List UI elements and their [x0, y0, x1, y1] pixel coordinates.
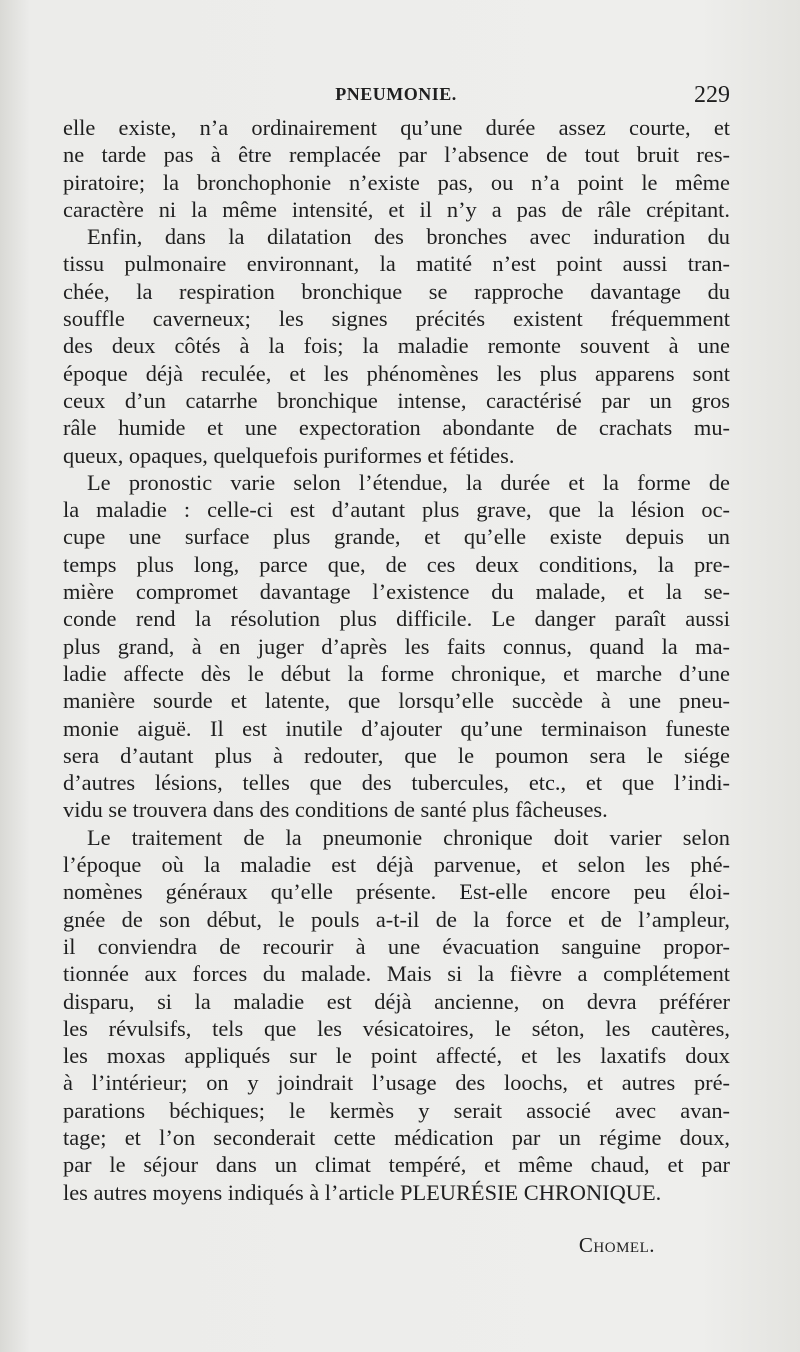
text-line: ladie affecte dès le début la forme chronique, et marche d’une: [63, 660, 730, 686]
text-line: à l’intérieur; on y joindrait l’usage des loochs, et autres pré-: [63, 1070, 730, 1096]
text-line: l’époque où la maladie est déjà parvenue, et selon les phé-: [63, 852, 730, 878]
author-signature: Chomel.: [578, 1233, 655, 1257]
text-line: vidu se trouvera dans des conditions de santé plus fâcheuses.: [63, 797, 608, 823]
text-line: des deux côtés à la fois; la maladie remonte souvent à une: [63, 333, 730, 359]
text-line: cupe une surface plus grande, et qu’elle existe depuis un: [63, 524, 730, 550]
text-line: disparu, si la maladie est déjà ancienne, on devra préférer: [63, 988, 730, 1014]
text-line: mière compromet davantage l’existence du malade, et la se-: [63, 579, 730, 605]
text-line: plus grand, à en juger d’après les faits connus, quand la ma-: [63, 633, 730, 659]
running-head: PNEUMONIE.: [335, 84, 457, 104]
text-line: tionnée aux forces du malade. Mais si la fièvre a complétement: [63, 961, 730, 987]
text-line: par le séjour dans un climat tempéré, et même chaud, et par: [63, 1152, 730, 1178]
text-line: tage; et l’on seconderait cette médication par un régime doux,: [63, 1124, 730, 1150]
text-line: monie aiguë. Il est inutile d’ajouter qu’une terminaison funeste: [63, 715, 730, 741]
text-line: ne tarde pas à être remplacée par l’absence de tout bruit res-: [63, 142, 730, 168]
text-line: temps plus long, parce que, de ces deux conditions, la pre-: [63, 551, 730, 577]
text-line: chée, la respiration bronchique se rapproche davantage du: [63, 278, 730, 304]
text-line: sera d’autant plus à redouter, que le poumon sera le siége: [63, 742, 730, 768]
text-line: manière sourde et latente, que lorsqu’elle succède à une pneu-: [63, 688, 730, 714]
text-line: parations béchiques; le kermès y serait associé avec avan-: [63, 1097, 730, 1123]
text-line: conde rend la résolution plus difficile. Le danger paraît aussi: [63, 606, 730, 632]
text-line: elle existe, n’a ordinairement qu’une durée assez courte, et: [63, 115, 730, 140]
text-line: Le pronostic varie selon l’étendue, la durée et la forme de: [87, 469, 730, 495]
text-line: les autres moyens indiqués à l’article PLEURÉSIE CHRONIQUE.: [63, 1179, 662, 1205]
text-line: époque déjà reculée, et les phénomènes les plus apparens sont: [63, 360, 730, 386]
text-line: râle humide et une expectoration abondante de crachats mu-: [63, 415, 730, 441]
text-line: la maladie : celle-ci est d’autant plus grave, que la lésion oc-: [63, 497, 730, 523]
text-line: souffle caverneux; les signes précités existent fréquemment: [63, 306, 730, 332]
text-line: gnée de son début, le pouls a-t-il de la force et de l’ampleur,: [63, 906, 730, 932]
text-line: il conviendra de recourir à une évacuation sanguine propor-: [63, 933, 730, 959]
text-line: caractère ni la même intensité, et il n’y a pas de râle crépitant.: [63, 196, 730, 222]
text-line: les moxas appliqués sur le point affecté, et les laxatifs doux: [63, 1043, 730, 1069]
text-line: tissu pulmonaire environnant, la matité n’est point aussi tran-: [63, 251, 730, 277]
body-text: [63, 114, 730, 1206]
text-line: Le traitement de la pneumonie chronique doit varier selon: [87, 824, 730, 850]
page-header: [62, 82, 730, 112]
text-line: piratoire; la bronchophonie n’existe pas, ou n’a point le même: [63, 169, 730, 195]
text-line: ceux d’un catarrhe bronchique intense, caractérisé par un gros: [63, 387, 730, 413]
text-line: d’autres lésions, telles que des tubercules, etc., et que l’indi-: [63, 770, 730, 796]
text-line: nomènes généraux qu’elle présente. Est-elle encore peu éloi-: [63, 879, 730, 905]
text-line: les révulsifs, tels que les vésicatoires, le séton, les cautères,: [63, 1015, 730, 1041]
page-number: 229: [694, 82, 730, 108]
text-line: Enfin, dans la dilatation des bronches avec induration du: [87, 224, 730, 250]
text-line: queux, opaques, quelquefois puriformes et fétides.: [63, 442, 515, 468]
